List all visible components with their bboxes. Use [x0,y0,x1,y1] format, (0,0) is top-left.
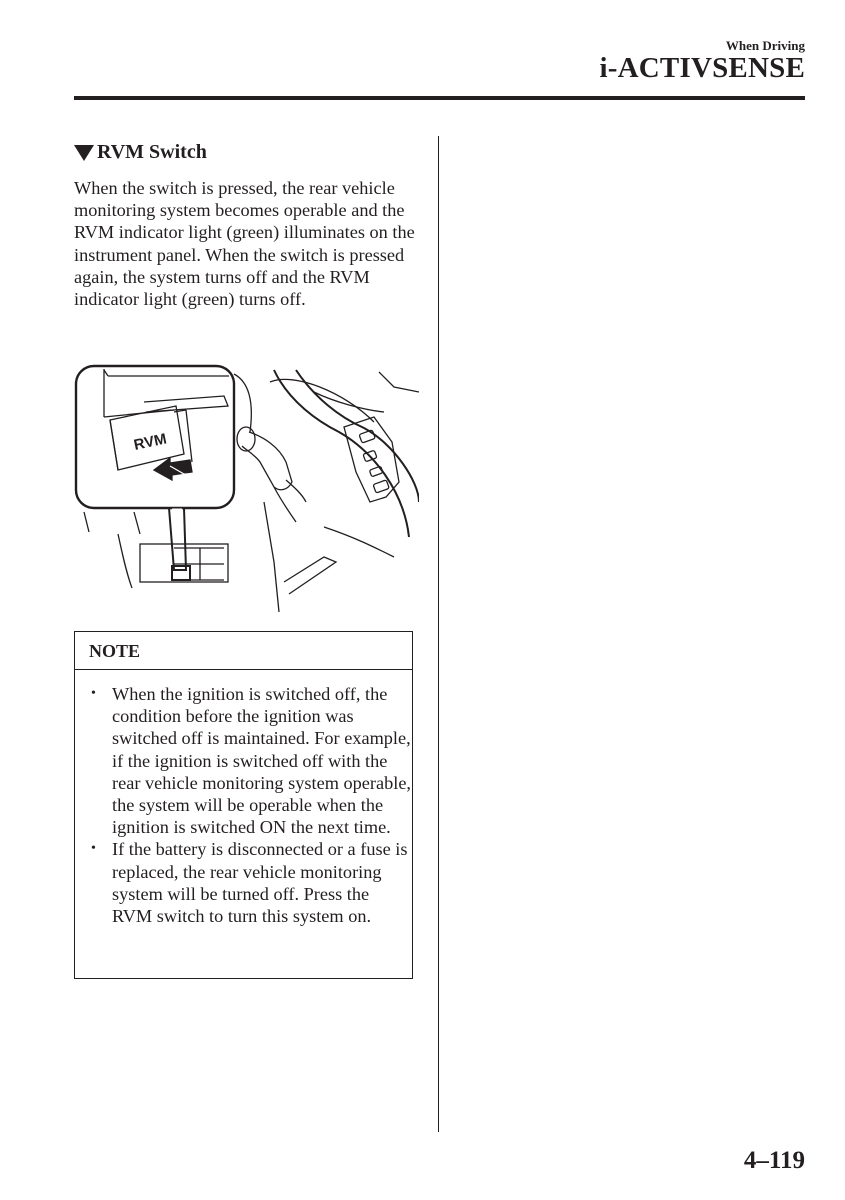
section-heading [74,141,207,164]
note-item [89,683,412,838]
note-item-text: If the battery is disconnected or a fuse is replaced, the rear vehicle monitoring system will be turned off. Press the RVM switch to turn this system on. [112,839,408,927]
note-box [74,631,413,979]
column-divider [438,136,439,1132]
rvm-switch-illustration [74,362,419,622]
header-title: i-ACTIVSENSE [599,52,805,84]
page-number: 4–119 [743,1147,805,1174]
triangle-bullet-icon [74,145,94,161]
bullet-dot-icon: • [91,841,96,857]
header-section-label: When Driving [725,38,805,53]
rvm-button-label: RVM [132,430,169,454]
note-title: NOTE [75,632,412,670]
bullet-dot-icon: • [91,686,96,701]
note-list [75,670,412,927]
section-body: When the switch is pressed, the rear vehicle monitoring system becomes operable and the RVM indicator light (green) illuminates on the instrument panel. When the switch is pressed again, the system turns off and the RVM indicator light (green) turns off. [74,178,415,310]
section-heading-text: RVM Switch [97,141,207,163]
header-rule [74,96,805,100]
note-item-text: When the ignition is switched off, the condition before the ignition was switched off is maintained. For example, if the ignition is switched off with the rear vehicle monitoring system operable, the system will be operable when the ignition is switched ON the next time. [112,684,411,838]
note-item [89,838,412,927]
